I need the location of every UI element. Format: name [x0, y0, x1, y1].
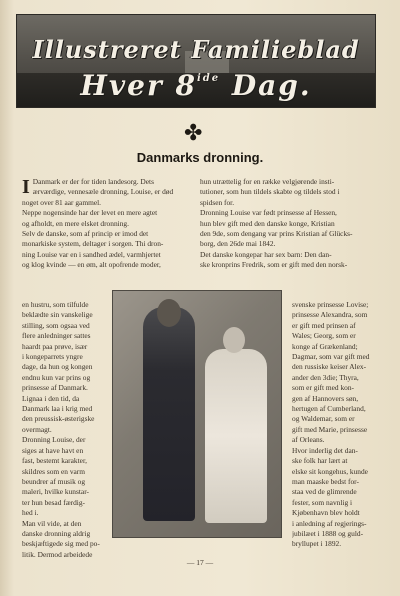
- text-line: borg, den 26de mai 1842.: [200, 239, 276, 249]
- text-line: ske folk har lært at: [292, 456, 348, 466]
- text-line: litik. Dermod arbeidede: [22, 549, 93, 559]
- text-line: overmagt.: [22, 424, 52, 434]
- masthead-subtitle-post: Dag.: [231, 69, 312, 102]
- text-line: Danmark er der for tiden landesorg. Dets: [32, 177, 154, 186]
- text-line: Hvor inderlig det dan-: [292, 445, 358, 455]
- text-line: staa ved de glimrende: [292, 487, 357, 497]
- text-line: i anledning af regjerings-: [292, 518, 367, 528]
- masthead-subtitle-pre: Hver 8: [80, 69, 197, 102]
- text-line: og afholdt, en mere elsket dronning.: [22, 218, 129, 228]
- text-line: Danmark laa i krig med: [22, 404, 93, 414]
- text-line: man maaske bedst for-: [292, 476, 359, 486]
- text-line: beundrer af musik og: [22, 476, 86, 486]
- masthead-subtitle-sup: ide: [196, 73, 221, 84]
- text-line: og klog kvinde — en øm, alt opofrende moder,: [22, 260, 161, 270]
- text-line: i kongeparrets yngre: [22, 352, 83, 362]
- text-line: ning Louise var en i sandhed ædel, varmhjertet: [22, 249, 161, 259]
- text-line: haardt paa prøve, især: [22, 341, 88, 351]
- masthead-subtitle: [17, 69, 375, 102]
- text-line: endnu kun var prins og: [22, 372, 91, 382]
- text-line: noget over 81 aar gammel.: [22, 197, 102, 207]
- text-line: Dronning Louise var født prinsesse af Hessen,: [200, 208, 337, 218]
- queen-head: [223, 327, 245, 353]
- king-head: [157, 299, 181, 327]
- text-line: jubilæet i 1888 og guld-: [292, 528, 364, 538]
- article-column-left-top: [22, 177, 190, 271]
- text-line: en hustru, som tilfulde: [22, 300, 89, 309]
- text-line: hertugen af Cumberland,: [292, 404, 366, 414]
- text-line: den 9de, som dengang var prins Kristian af Glücks-: [200, 229, 353, 239]
- article-column-left-low: [22, 300, 108, 560]
- king-figure: [143, 307, 195, 521]
- text-line: den preussisk-østerigske: [22, 414, 95, 424]
- text-line: hun blev gift med den danske konge, Kristian: [200, 218, 335, 228]
- text-line: flere anledninger sattes: [22, 331, 91, 341]
- text-line: som er gift med kon-: [292, 383, 354, 393]
- text-line: Kjøbenhavn blev holdt: [292, 508, 360, 518]
- article-title: Danmarks dronning.: [136, 150, 264, 165]
- masthead-title: Illustreret Familieblad: [32, 35, 360, 64]
- drop-cap: I: [22, 176, 30, 198]
- text-line: hed i.: [22, 508, 39, 518]
- text-line: Det danske kongepar har sex barn: Den dan-: [200, 249, 332, 259]
- text-line: Lignaa i den tid, da: [22, 393, 80, 403]
- text-line: beklædte sin vanskelige: [22, 310, 93, 320]
- text-line: den russiske keiser Alex-: [292, 362, 367, 372]
- text-line: fast, bestemt karakter,: [22, 456, 87, 466]
- text-line: ander den 3die; Thyra,: [292, 372, 359, 382]
- text-line: ske kronprins Fredrik, som er gift med den norsk-: [200, 260, 348, 270]
- text-line: beskjæftigede sig med po-: [22, 539, 100, 549]
- text-line: spidsen for.: [200, 197, 235, 207]
- text-line: stilling, som ogsaa ved: [22, 320, 90, 330]
- article-column-right-top: [200, 177, 380, 271]
- text-line: hun utrættelig for en række velgjørende insti-: [200, 177, 335, 186]
- text-line: Dronning Louise, der: [22, 435, 86, 445]
- text-line: Neppe nogensinde har der levet en mere agtet: [22, 208, 158, 218]
- article-column-right-low: [292, 300, 380, 550]
- text-line: skildres som en varm: [22, 466, 86, 476]
- text-line: siges at have havt en: [22, 445, 84, 455]
- text-line: er gift med prinsen af: [292, 320, 356, 330]
- text-line: ter hun besad færdig-: [22, 497, 86, 507]
- page-number: — 17 —: [186, 558, 214, 567]
- cross-ornament-icon: ✤: [184, 120, 203, 145]
- text-line: danske dronning aldrig: [22, 528, 91, 538]
- text-line: gift med Marie, prinsesse: [292, 424, 368, 434]
- royal-couple-photograph: [112, 290, 282, 538]
- text-line: maleri, hvilke kunstar-: [22, 487, 89, 497]
- text-line: Wales; Georg, som er: [292, 331, 356, 341]
- text-line: prinsesse af Danmark.: [22, 383, 88, 393]
- text-line: monarkiske system, deltager i sorgen. Thi dron-: [22, 239, 164, 249]
- text-line: og Waldemar, som er: [292, 414, 355, 424]
- text-line: dage, da hun og kongen: [22, 362, 93, 372]
- text-line: bryllupet i 1892.: [292, 539, 342, 549]
- text-line: Dagmar, som var gift med: [292, 352, 370, 362]
- masthead-banner: [16, 14, 376, 108]
- text-line: konge af Grækenland;: [292, 341, 358, 351]
- text-line: Selv de danske, som af princip er imod det: [22, 229, 149, 239]
- text-line: elske sit kongehus, kunde: [292, 466, 368, 476]
- queen-figure: [205, 349, 267, 523]
- text-line: gen af Hannovers søn,: [292, 393, 359, 403]
- text-line: svenske prinsesse Lovise;: [292, 300, 369, 309]
- text-line: fester, som navnlig i: [292, 497, 353, 507]
- text-line: ærværdige, vennesæle dronning, Louise, er død: [32, 187, 174, 197]
- text-line: tutioner, som hun tildels skabte og tildels stod i: [200, 187, 340, 197]
- text-line: prinsesse Alexandra, som: [292, 310, 368, 320]
- text-line: Man vil vide, at den: [22, 518, 82, 528]
- text-line: af Orleans.: [292, 435, 325, 445]
